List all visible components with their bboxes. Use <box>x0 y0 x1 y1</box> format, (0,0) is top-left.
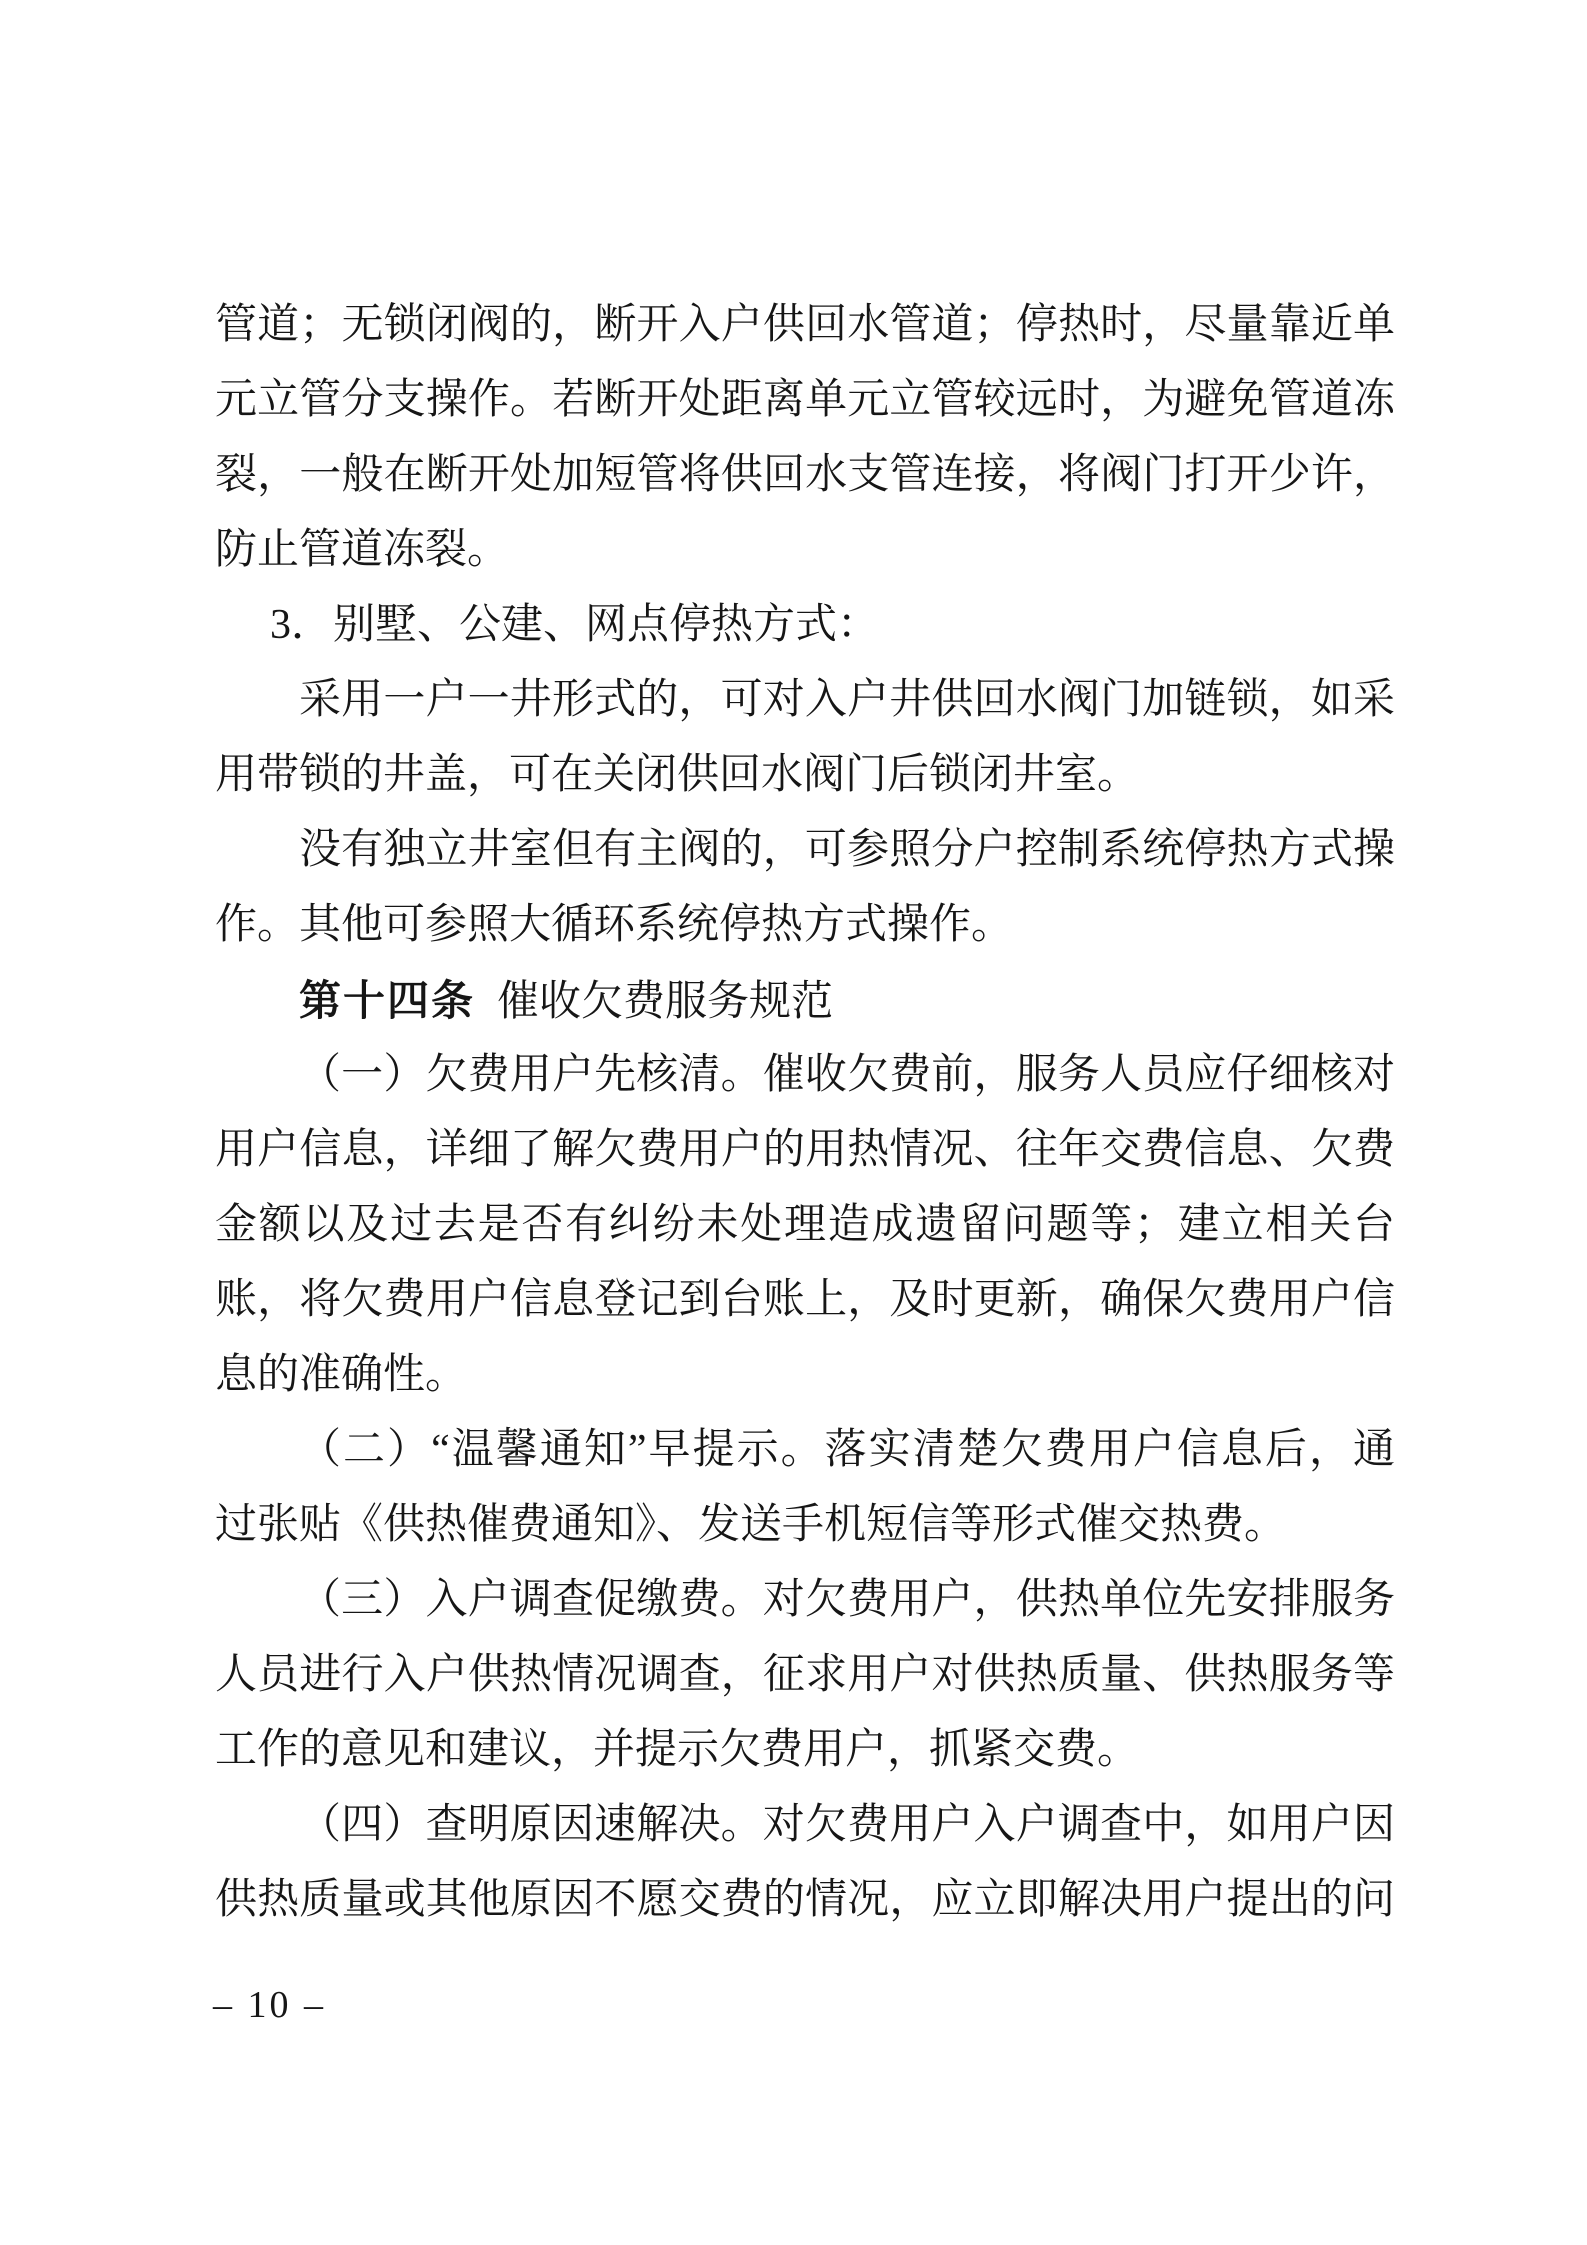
paragraph-first-line: （三）入户调查促缴费。对欠费用户，供热单位先安排服务 <box>299 1577 1395 1623</box>
document-body <box>215 288 1395 1938</box>
text-line: 用带锁的井盖，可在关闭供回水阀门后锁闭井室。 <box>215 752 1140 798</box>
text-line: 用户信息，详细了解欠费用户的用热情况、往年交费信息、欠费 <box>215 1127 1395 1173</box>
paragraph-first-line: （四）查明原因速解决。对欠费用户入户调查中，如用户因 <box>299 1802 1395 1848</box>
text-line: 防止管道冻裂。 <box>215 527 510 573</box>
paragraph-first-line: （一）欠费用户先核清。催收欠费前，服务人员应仔细核对 <box>299 1052 1395 1098</box>
text-line: 金额以及过去是否有纠纷未处理造成遗留问题等；建立相关台 <box>215 1202 1395 1248</box>
paragraph-first-line: 没有独立井室但有主阀的，可参照分户控制系统停热方式操 <box>299 827 1395 873</box>
text-line: 息的准确性。 <box>215 1352 468 1398</box>
text-line: 裂，一般在断开处加短管将供回水支管连接，将阀门打开少许， <box>215 452 1395 498</box>
text-line: 管道；无锁闭阀的，断开入户供回水管道；停热时，尽量靠近单 <box>215 302 1395 348</box>
text-line: 人员进行入户供热情况调查，征求用户对供热质量、供热服务等 <box>215 1652 1395 1698</box>
article-heading-title: 催收欠费服务规范 <box>497 979 834 1025</box>
text-line: 元立管分支操作。若断开处距离单元立管较远时，为避免管道冻 <box>215 377 1395 423</box>
text-line: 过张贴《供热催费通知》、发送手机短信等形式催交热费。 <box>215 1502 1287 1548</box>
text-line: 账，将欠费用户信息登记到台账上，及时更新，确保欠费用户信 <box>215 1277 1395 1323</box>
text-line: 作。其他可参照大循环系统停热方式操作。 <box>215 902 1014 948</box>
text-line: 工作的意见和建议，并提示欠费用户，抓紧交费。 <box>215 1727 1140 1773</box>
paragraph-first-line: 采用一户一井形式的，可对入户井供回水阀门加链锁，如采 <box>299 677 1395 723</box>
page-number: – 10 – <box>213 1984 326 2026</box>
article-heading-term: 第十四条 <box>299 977 476 1024</box>
text-line: 供热质量或其他原因不愿交费的情况，应立即解决用户提出的问 <box>215 1877 1395 1923</box>
article-heading-line <box>215 963 1395 1038</box>
paragraph-first-line: （二）“温馨通知”早提示。落实清楚欠费用户信息后，通 <box>299 1427 1395 1473</box>
list-item-line: 3．别墅、公建、网点停热方式： <box>270 602 880 648</box>
